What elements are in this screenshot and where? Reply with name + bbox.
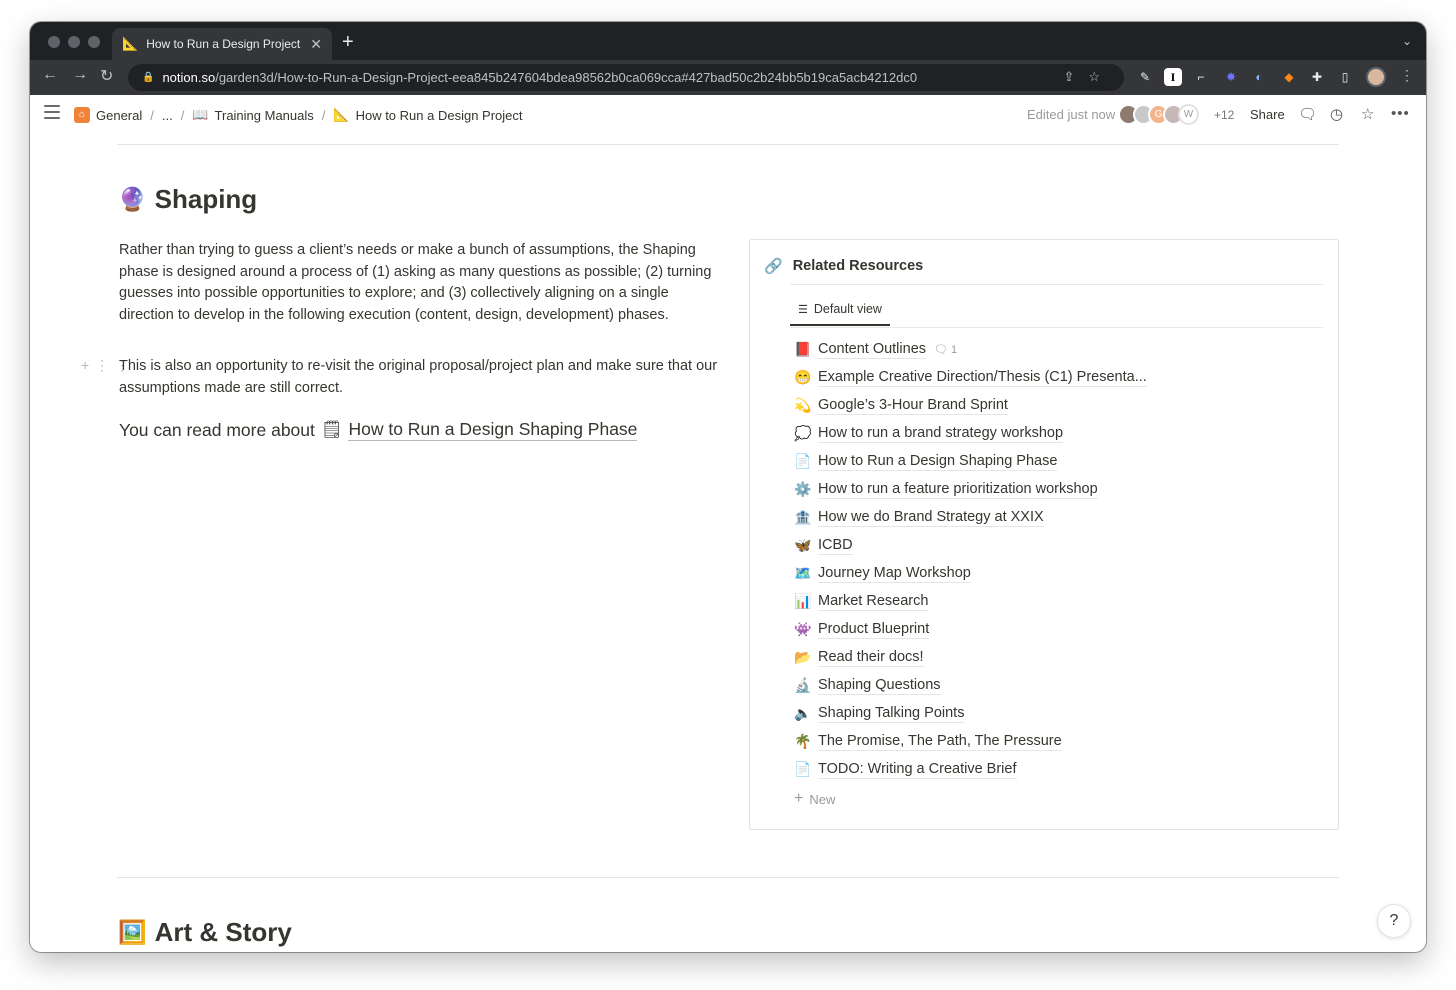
breadcrumb-general[interactable]: ⌂ General [74,107,142,123]
collaborator-avatars[interactable] [1124,104,1199,125]
extension-star-icon[interactable]: ✸ [1225,70,1237,84]
page-emoji-icon: 💫 [794,396,812,413]
new-tab-button[interactable]: + [342,31,354,53]
avatar: G [1148,104,1169,125]
breadcrumb: ⌂ General / ... / 📖 Training Manuals / 📐 How to Run a Design Project [74,107,523,123]
tab-strip [30,22,1426,60]
avatar: W [1178,104,1199,125]
comment-count-value: 1 [951,343,958,356]
list-item[interactable] [794,531,1314,559]
list-item[interactable] [794,363,1314,391]
list-item[interactable] [794,559,1314,587]
page-emoji-icon: 📊 [794,592,812,609]
sidebar-menu-icon[interactable] [44,105,60,119]
breadcrumb-ellipsis[interactable]: ... [161,107,173,123]
list-item-label: Read their docs! [818,648,924,665]
list-item-label: TODO: Writing a Creative Brief [818,760,1017,777]
extension-fox-icon[interactable]: ◆ [1284,70,1294,84]
list-item[interactable] [794,699,1314,727]
list-item-label: How to run a feature prioritization workshop [818,480,1098,497]
page-emoji-icon: 💭 [794,424,812,441]
extension-glasses-icon[interactable]: ⌐ [1197,70,1205,84]
list-item[interactable] [794,335,1314,363]
url-domain: notion.so [162,70,216,85]
list-item[interactable] [794,727,1314,755]
extension-web-icon[interactable]: ◐ [1255,70,1263,84]
list-item-label: How to Run a Design Shaping Phase [818,452,1058,469]
collaborator-count[interactable]: +12 [1214,108,1235,122]
list-item[interactable] [794,643,1314,671]
list-item-label: Market Research [818,592,929,609]
plus-icon: + [794,790,804,807]
tab-title: How to Run a Design Project [146,37,301,51]
breadcrumb-current-page[interactable]: 📐 How to Run a Design Project [333,107,523,123]
page-emoji-icon: 🏦 [794,508,812,525]
page-emoji-icon: 🌴 [794,732,812,749]
page-emoji-icon: 😁 [794,368,812,385]
comments-icon[interactable]: 🗨 [1298,106,1318,123]
list-item[interactable] [794,671,1314,699]
breadcrumb-training-manuals[interactable]: 📖 Training Manuals [192,107,314,123]
tab-close-icon[interactable]: ✕ [310,35,322,52]
list-item[interactable] [794,391,1314,419]
divider [117,144,1339,145]
shaping-heading: 🔮 Shaping [118,184,258,214]
page-emoji-icon: 📄 [794,760,812,777]
page-link-icon: 🗒 [320,420,343,439]
page-emoji-icon: 👾 [794,620,812,637]
tab-favicon-icon: 📐 [122,36,139,51]
triangular-ruler-icon: 📐 [333,107,350,122]
framed-picture-icon: 🖼️ [118,919,147,945]
omnibox-actions [1063,69,1114,85]
shaping-phase-link[interactable]: How to Run a Design Shaping Phase [348,419,638,439]
related-resources-title: 🔗 Related Resources [764,258,924,275]
list-item-label: Example Creative Direction/Thesis (C1) Presenta... [818,368,1147,385]
list-item-label: Journey Map Workshop [818,564,971,581]
lock-icon: 🔒 [142,72,155,83]
close-window-button[interactable] [48,36,60,48]
list-item-label: How to run a brand strategy workshop [818,424,1064,441]
list-item[interactable] [794,447,1314,475]
list-item-label: Content Outlines [818,340,927,357]
page-emoji-icon: 🗺️ [794,564,812,581]
crystal-ball-icon: 🔮 [118,186,147,212]
list-item[interactable] [794,475,1314,503]
address-bar[interactable] [128,64,1124,91]
forward-button[interactable]: → [72,66,88,83]
extension-pocket-icon[interactable]: ✎ [1139,70,1151,84]
list-item[interactable] [794,503,1314,531]
list-item-label: ICBD [818,536,853,553]
read-more-line: You can read more about 🗒 How to Run a Design Shaping Phase [119,419,638,440]
tab-default-view[interactable]: ☰ Default view [790,302,890,326]
more-options-icon[interactable]: ••• [1391,105,1410,122]
url-path: /garden3d/How-to-Run-a-Design-Project-eea845b247604bdea98562b0ca069cca#427bad50c2b24bb5b19ca5acb4212dc0 [215,70,918,85]
minimize-window-button[interactable] [68,36,80,48]
comment-count[interactable] [934,343,957,356]
page-emoji-icon: 📂 [794,648,812,665]
home-icon: ⌂ [74,107,90,123]
edited-status: Edited just now [1027,107,1116,122]
reload-button[interactable]: ↻ [100,68,114,85]
extension-instapaper-icon[interactable]: I [1164,68,1182,86]
favorite-star-icon[interactable]: ☆ [1361,106,1375,123]
divider [117,877,1339,878]
list-item-label: Google’s 3-Hour Brand Sprint [818,396,1008,413]
list-item-label: The Promise, The Path, The Pressure [818,732,1062,749]
comment-icon: 🗨 [934,343,952,356]
shaping-opportunity-paragraph: This is also an opportunity to re-visit the original proposal/project plan and make sure that our assumptions made are still correct. [119,358,718,396]
list-item[interactable] [794,419,1314,447]
side-panel-icon[interactable]: ▯ [1341,70,1349,84]
open-book-icon: 📖 [192,107,209,122]
block-drag-handle-icon[interactable]: +⋮⋮ [81,357,136,373]
list-item-label: How we do Brand Strategy at XXIX [818,508,1044,525]
page-emoji-icon: ⚙️ [794,480,812,497]
help-button[interactable]: ? [1377,904,1411,938]
zoom-window-button[interactable] [88,36,100,48]
notion-topbar [30,95,1426,135]
browser-menu-icon[interactable]: ⋮ [1400,67,1414,83]
page-emoji-icon: 📕 [794,340,812,357]
list-item[interactable] [794,587,1314,615]
updates-clock-icon[interactable]: ◷ [1330,106,1344,123]
bookmark-star-icon[interactable]: ☆ [1088,69,1114,84]
page-emoji-icon: 📄 [794,452,812,469]
browser-window [30,22,1426,952]
art-story-heading: 🖼️ Art & Story [118,917,292,947]
list-item-label: Shaping Talking Points [818,704,965,721]
list-item[interactable] [794,755,1314,783]
share-button[interactable]: Share [1250,107,1285,122]
link-icon: 🔗 [764,258,783,275]
browser-tab[interactable] [112,28,332,60]
list-item[interactable] [794,615,1314,643]
list-item-label: Product Blueprint [818,620,930,637]
share-page-icon[interactable]: ⇪ [1063,69,1089,84]
shaping-intro-paragraph: Rather than trying to guess a client’s needs or make a bunch of assumptions, the Shaping phase is designed around a process of (1) asking as many questions as possible; (2) turning guesses into possible opportunities to explore; and (3) collectively aligning on a single direction to develop in the following execution (content, design, development) phases. [119,242,712,323]
list-view-icon: ☰ [798,303,808,316]
back-button[interactable]: ← [42,66,58,83]
list-item-label: Shaping Questions [818,676,941,693]
profile-avatar[interactable] [1366,67,1386,87]
extensions-puzzle-icon[interactable]: ✚ [1311,70,1323,84]
new-resource-button[interactable]: + New [794,790,836,807]
page-emoji-icon: 🦋 [794,536,812,553]
page-emoji-icon: 🔈 [794,704,812,721]
related-resources-card [749,239,1339,830]
browser-toolbar [30,60,1426,95]
related-resources-list [794,335,1314,783]
tab-search-chevron-icon[interactable]: ⌄ [1401,34,1412,48]
page-emoji-icon: 🔬 [794,676,812,693]
